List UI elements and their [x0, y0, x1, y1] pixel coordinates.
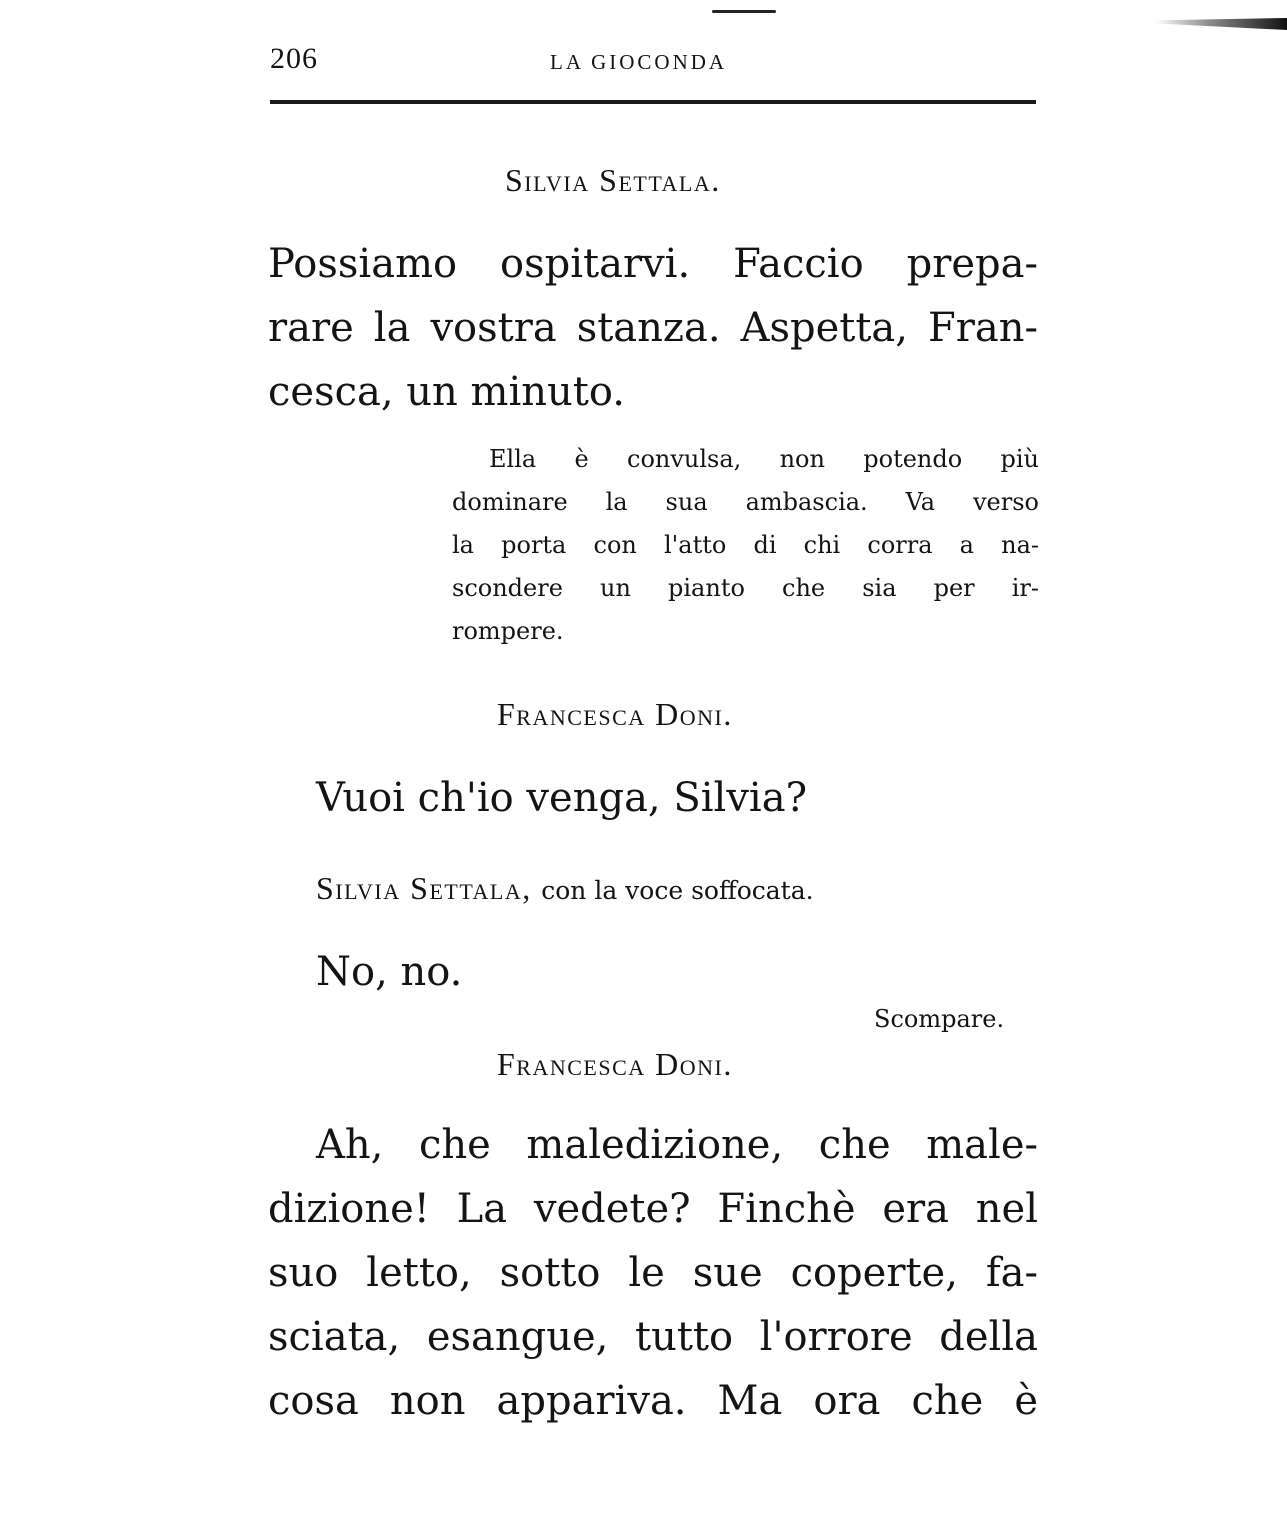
stage-line: Ella è convulsa, non potendo più	[489, 445, 1039, 473]
scan-mark-right	[1155, 18, 1287, 30]
scan-mark-top	[712, 10, 776, 13]
speaker-francesca-1: Francesca Doni.	[497, 696, 733, 732]
speaker-silvia-2	[316, 870, 814, 907]
speech-line: Vuoi ch'io venga, Silvia?	[316, 775, 808, 821]
speech-silvia-1	[268, 232, 1038, 424]
speech-line: cesca, un minuto.	[268, 369, 625, 415]
speaker-direction: con la voce soffocata.	[541, 876, 814, 905]
header-rule	[270, 100, 1036, 104]
page-number: 206	[270, 42, 318, 75]
speech-line: suo letto, sotto le sue coperte, fa-	[268, 1250, 1038, 1296]
speech-line: rare la vostra stanza. Aspetta, Fran-	[268, 305, 1038, 351]
speech-line: sciata, esangue, tutto l'orrore della	[268, 1314, 1038, 1360]
stage-line: la porta con l'atto di chi corra a na-	[452, 531, 1039, 559]
speaker-francesca-2: Francesca Doni.	[497, 1046, 733, 1082]
speaker-name: Silvia Settala,	[316, 870, 532, 906]
speaker-silvia-1: Silvia Settala.	[505, 162, 721, 198]
speech-francesca-1	[316, 766, 1016, 830]
speech-line: No, no.	[316, 949, 463, 995]
speech-silvia-2	[316, 940, 1016, 1004]
speech-line: cosa non appariva. Ma ora che è	[268, 1378, 1038, 1424]
stage-direction-2: Scompare.	[874, 1005, 1005, 1033]
speech-line: Ah, che maledizione, che male-	[316, 1122, 1038, 1168]
stage-line: scondere un pianto che sia per ir-	[452, 574, 1039, 602]
running-title: LA GIOCONDA	[550, 50, 728, 74]
stage-direction-1	[452, 438, 1039, 653]
page-header	[270, 40, 1038, 80]
speech-francesca-2	[268, 1113, 1038, 1433]
stage-line: rompere.	[452, 617, 564, 645]
stage-line: dominare la sua ambascia. Va verso	[452, 488, 1039, 516]
speech-line: Possiamo ospitarvi. Faccio prepa-	[268, 241, 1038, 287]
speech-line: dizione! La vedete? Finchè era nel	[268, 1186, 1038, 1232]
